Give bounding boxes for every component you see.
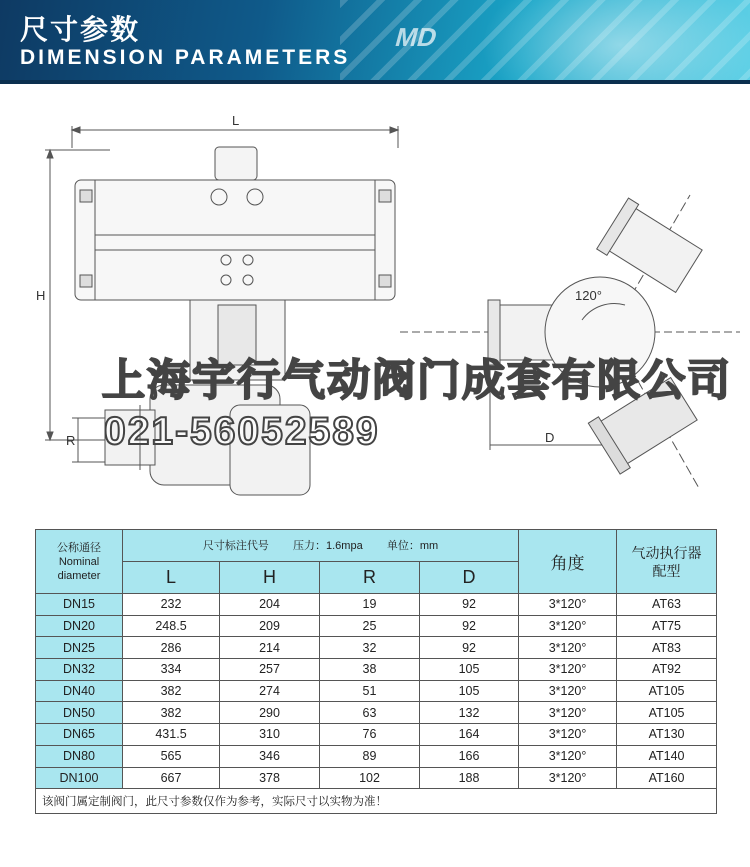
row-dn: DN40: [36, 680, 123, 702]
cell-angle: 3*120°: [519, 637, 617, 659]
cell-act: AT105: [617, 702, 717, 724]
watermark-company: 上海宇行气动阀门成套有限公司: [102, 356, 732, 406]
header-pressure: 压力：1.6mpa: [293, 539, 363, 552]
cell-angle: 3*120°: [519, 702, 617, 724]
cell-r: 51: [320, 680, 420, 702]
row-dn: DN80: [36, 745, 123, 767]
cell-act: AT75: [617, 615, 717, 637]
cell-l: 232: [123, 594, 220, 616]
header-dim-code: 尺寸标注代号: [202, 539, 269, 552]
cell-act: AT83: [617, 637, 717, 659]
header-L: L: [123, 562, 220, 594]
cell-r: 32: [320, 637, 420, 659]
cell-d: 105: [420, 680, 519, 702]
cell-r: 76: [320, 724, 420, 746]
cell-angle: 3*120°: [519, 594, 617, 616]
table-row: [36, 767, 717, 789]
cell-angle: 3*120°: [519, 659, 617, 681]
header-actuator: [617, 530, 717, 594]
cell-d: 188: [420, 767, 519, 789]
dim-L-label: L: [232, 113, 240, 128]
cell-act: AT130: [617, 724, 717, 746]
cell-h: 274: [220, 680, 320, 702]
cell-l: 565: [123, 745, 220, 767]
table-row: [36, 594, 717, 616]
dim-L-arrow-left: [72, 127, 80, 133]
valve-drawing: [0, 100, 750, 520]
cell-l: 248.5: [123, 615, 220, 637]
cell-l: 382: [123, 702, 220, 724]
cell-angle: 3*120°: [519, 745, 617, 767]
note-row: [36, 789, 717, 814]
table-row: [36, 745, 717, 767]
row-dn: DN50: [36, 702, 123, 724]
table-row: [36, 680, 717, 702]
cell-r: 19: [320, 594, 420, 616]
header-angle: 角度: [519, 530, 617, 594]
actuator-body: [75, 180, 395, 300]
brand-logo: MD: [392, 22, 441, 52]
title-en: DIMENSION PARAMETERS: [20, 46, 351, 69]
cell-l: 431.5: [123, 724, 220, 746]
header-actuator-1: 气动执行器: [631, 544, 702, 561]
cell-d: 92: [420, 615, 519, 637]
actuator-indicator: [215, 147, 257, 180]
cell-d: 166: [420, 745, 519, 767]
header-nominal: [36, 530, 123, 594]
table-row: [36, 724, 717, 746]
table-body: [36, 594, 717, 789]
cell-r: 25: [320, 615, 420, 637]
header-D: D: [420, 562, 519, 594]
dimension-table: [35, 529, 717, 814]
dimension-table-wrap: [35, 529, 716, 820]
header-nominal-en-2: diameter: [57, 569, 101, 582]
cell-angle: 3*120°: [519, 615, 617, 637]
watermark-phone: 021-56052589: [104, 410, 380, 453]
dim-L-arrow-right: [390, 127, 398, 133]
cell-d: 92: [420, 637, 519, 659]
header-banner: [0, 0, 750, 84]
valve-drawing-svg: [0, 100, 750, 520]
cell-h: 204: [220, 594, 320, 616]
cell-angle: 3*120°: [519, 724, 617, 746]
cell-r: 63: [320, 702, 420, 724]
header-nominal-en-1: Nominal: [58, 555, 100, 568]
header-dim-caption: [123, 530, 519, 562]
banner-underline: [0, 80, 750, 84]
cell-act: AT92: [617, 659, 717, 681]
dim-H-arrow-bottom: [47, 432, 53, 440]
angle-label: 120°: [575, 288, 602, 303]
cell-h: 209: [220, 615, 320, 637]
cell-h: 310: [220, 724, 320, 746]
table-row: [36, 702, 717, 724]
row-dn: DN15: [36, 594, 123, 616]
table-row: [36, 615, 717, 637]
table-row: [36, 659, 717, 681]
header-R: R: [320, 562, 420, 594]
dim-R-label: R: [66, 433, 76, 448]
cell-h: 257: [220, 659, 320, 681]
cell-d: 164: [420, 724, 519, 746]
dim-H-arrow-top: [47, 150, 53, 158]
header-row-1: [36, 530, 717, 562]
dim-H-label: H: [36, 288, 46, 303]
cell-act: AT105: [617, 680, 717, 702]
row-dn: DN32: [36, 659, 123, 681]
cell-h: 378: [220, 767, 320, 789]
note-text: 该阀门属定制阀门，此尺寸参数仅作为参考，实际尺寸以实物为准！: [36, 789, 717, 814]
cell-d: 132: [420, 702, 519, 724]
cell-d: 92: [420, 594, 519, 616]
cell-r: 102: [320, 767, 420, 789]
cell-r: 38: [320, 659, 420, 681]
row-dn: DN20: [36, 615, 123, 637]
cell-r: 89: [320, 745, 420, 767]
dim-D-label: D: [545, 430, 555, 445]
cell-angle: 3*120°: [519, 767, 617, 789]
cell-h: 346: [220, 745, 320, 767]
row-dn: DN65: [36, 724, 123, 746]
row-dn: DN100: [36, 767, 123, 789]
cell-d: 105: [420, 659, 519, 681]
header-H: H: [220, 562, 320, 594]
cell-act: AT63: [617, 594, 717, 616]
cell-l: 286: [123, 637, 220, 659]
cell-l: 667: [123, 767, 220, 789]
title-cn: 尺寸参数: [20, 13, 141, 46]
table-row: [36, 637, 717, 659]
cell-h: 290: [220, 702, 320, 724]
header-unit: 单位：mm: [386, 539, 439, 552]
cell-l: 382: [123, 680, 220, 702]
cell-h: 214: [220, 637, 320, 659]
header-nominal-cn: 公称通径: [57, 541, 101, 554]
cell-l: 334: [123, 659, 220, 681]
row-dn: DN25: [36, 637, 123, 659]
cell-angle: 3*120°: [519, 680, 617, 702]
cell-act: AT140: [617, 745, 717, 767]
cell-act: AT160: [617, 767, 717, 789]
header-actuator-2: 配型: [652, 562, 681, 579]
